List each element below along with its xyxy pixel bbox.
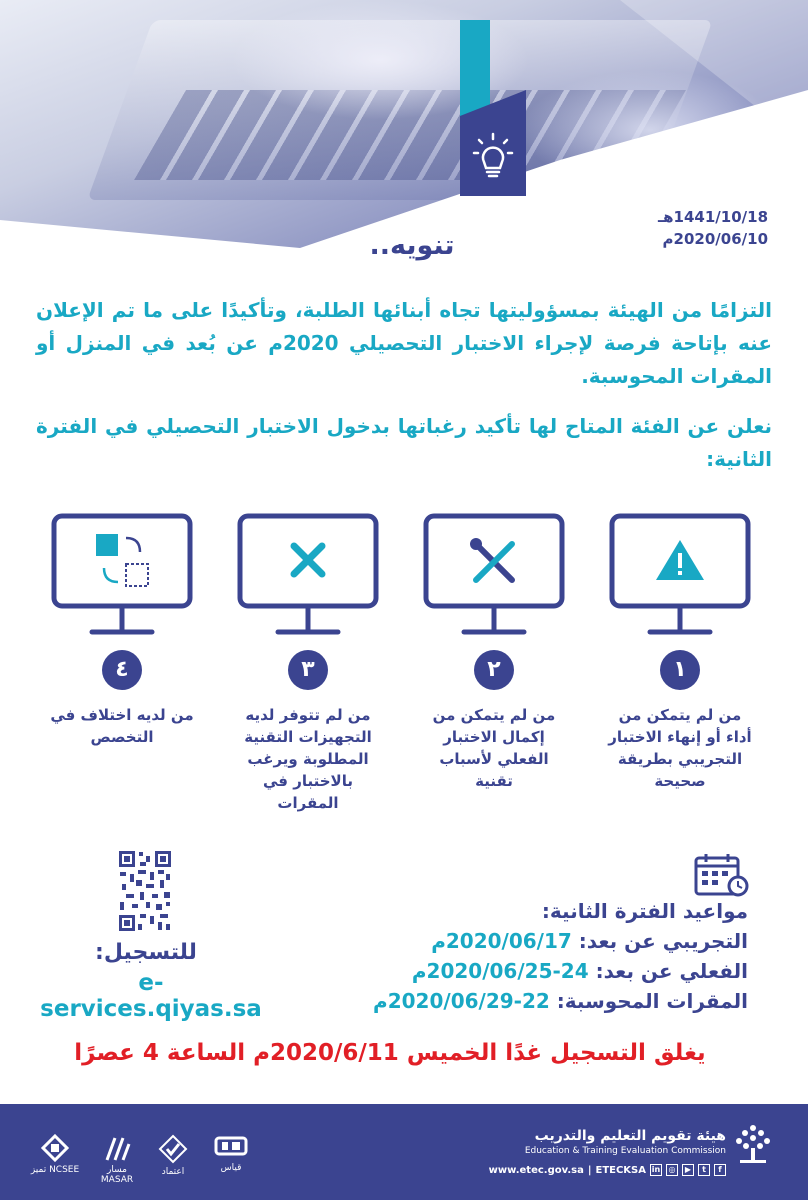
partner-logo-masar [92, 1134, 142, 1185]
qr-code[interactable] [118, 850, 172, 932]
qiyas-logo-icon [214, 1134, 248, 1160]
lightbulb-badge [460, 20, 526, 196]
monitor-tools [420, 512, 568, 640]
schedule-row-value: 2020/06/17م [431, 929, 572, 953]
category-number-2: ٢ [474, 650, 514, 690]
category-number-4: ٤ [102, 650, 142, 690]
org-name-arabic: هيئة تقويم التعليم والتدريب [534, 1128, 726, 1144]
schedule-row-label: الفعلي عن بعد: [595, 959, 748, 983]
date-gregorian: 2020/06/10م [662, 230, 768, 248]
category-text-2: من لم يتمكن من إكمال الاختبار الفعلي لأسباب تقنية [432, 706, 556, 790]
registration-link[interactable]: e-services.qiyas.sa [40, 970, 262, 1022]
category-text-3: من لم تتوفر لديه التجهيزات التقنية المطلوبة ويرغب بالاختبار في المقرات [244, 706, 372, 812]
twitter-icon[interactable]: t [698, 1164, 710, 1176]
page-title: تنويه.. [369, 230, 455, 261]
instagram-icon[interactable]: ◎ [666, 1164, 678, 1176]
date-block [658, 206, 768, 250]
masar-logo-icon [103, 1134, 131, 1162]
warning-icon [656, 540, 704, 580]
date-hijri: 1441/10/18هـ [658, 208, 768, 226]
category-text-4: من لديه اختلاف في التخصص [50, 706, 194, 746]
category-text-1: من لم يتمكن من أداء أو إنهاء الاختبار التجريبي بطريقة صحيحة [608, 706, 752, 790]
tools-icon [470, 538, 512, 580]
schedule-row-value: 22-2020/06/29م [373, 989, 550, 1013]
partner-logo-etimad [150, 1134, 196, 1177]
monitor-swap [48, 512, 196, 640]
facebook-icon[interactable]: f [714, 1164, 726, 1176]
partner-label: تميز NCSEE [30, 1165, 80, 1175]
swap-icon [96, 534, 148, 586]
partner-label: قياس [220, 1163, 242, 1173]
etec-logo-icon [732, 1122, 774, 1166]
category-number-1: ١ [660, 650, 700, 690]
intro-paragraph-1: التزامًا من الهيئة بمسؤوليتها تجاه أبنائها الطلبة، وتأكيدًا على ما تم الإعلان عنه بإتاحة فرصة لإجراء الاختبار التحصيلي 2020م عن بُعد في المنزل أو المقرات المحوسبة. [36, 298, 772, 388]
schedule-row [368, 986, 748, 1016]
calendar-icon [694, 852, 750, 898]
partner-logo-ncsee [30, 1134, 80, 1175]
social-handle[interactable]: ETECKSA [595, 1164, 646, 1176]
youtube-icon[interactable]: ▶ [682, 1164, 694, 1176]
partner-label: اعتماد [161, 1167, 185, 1177]
website-link[interactable]: www.etec.gov.sa [488, 1164, 584, 1176]
org-name-english: Education & Training Evaluation Commission [524, 1146, 726, 1156]
monitor-close [234, 512, 382, 640]
ncsee-logo-icon [41, 1134, 69, 1162]
monitor-warning [606, 512, 754, 640]
close-x-icon [294, 546, 322, 574]
registration-label: للتسجيل: [95, 940, 197, 965]
social-links: www.etec.gov.sa | ETECKSA in ◎ ▶ t f [489, 1164, 726, 1176]
linkedin-icon[interactable]: in [651, 1165, 661, 1174]
category-number-3: ٣ [288, 650, 328, 690]
schedule-row [368, 956, 748, 986]
partner-logo-qiyas [208, 1134, 254, 1173]
intro-paragraph-2: نعلن عن الفئة المتاح لها تأكيد رغباتها بدخول الاختبار التحصيلي في الفترة الثانية: [36, 414, 772, 471]
schedule-block [368, 896, 748, 1016]
schedule-row [368, 926, 748, 956]
schedule-row-label: المقرات المحوسبة: [556, 989, 748, 1013]
registration-closing-notice: يغلق التسجيل غدًا الخميس 2020/6/11م الساعة 4 عصرًا [74, 1040, 706, 1066]
partner-label: مسار MASAR [100, 1165, 134, 1185]
etimad-logo-icon [158, 1134, 188, 1164]
schedule-row-value: 24-2020/06/25م [411, 959, 589, 983]
schedule-title: مواعيد الفترة الثانية: [541, 899, 748, 923]
schedule-row-label: التجريبي عن بعد: [578, 929, 748, 953]
